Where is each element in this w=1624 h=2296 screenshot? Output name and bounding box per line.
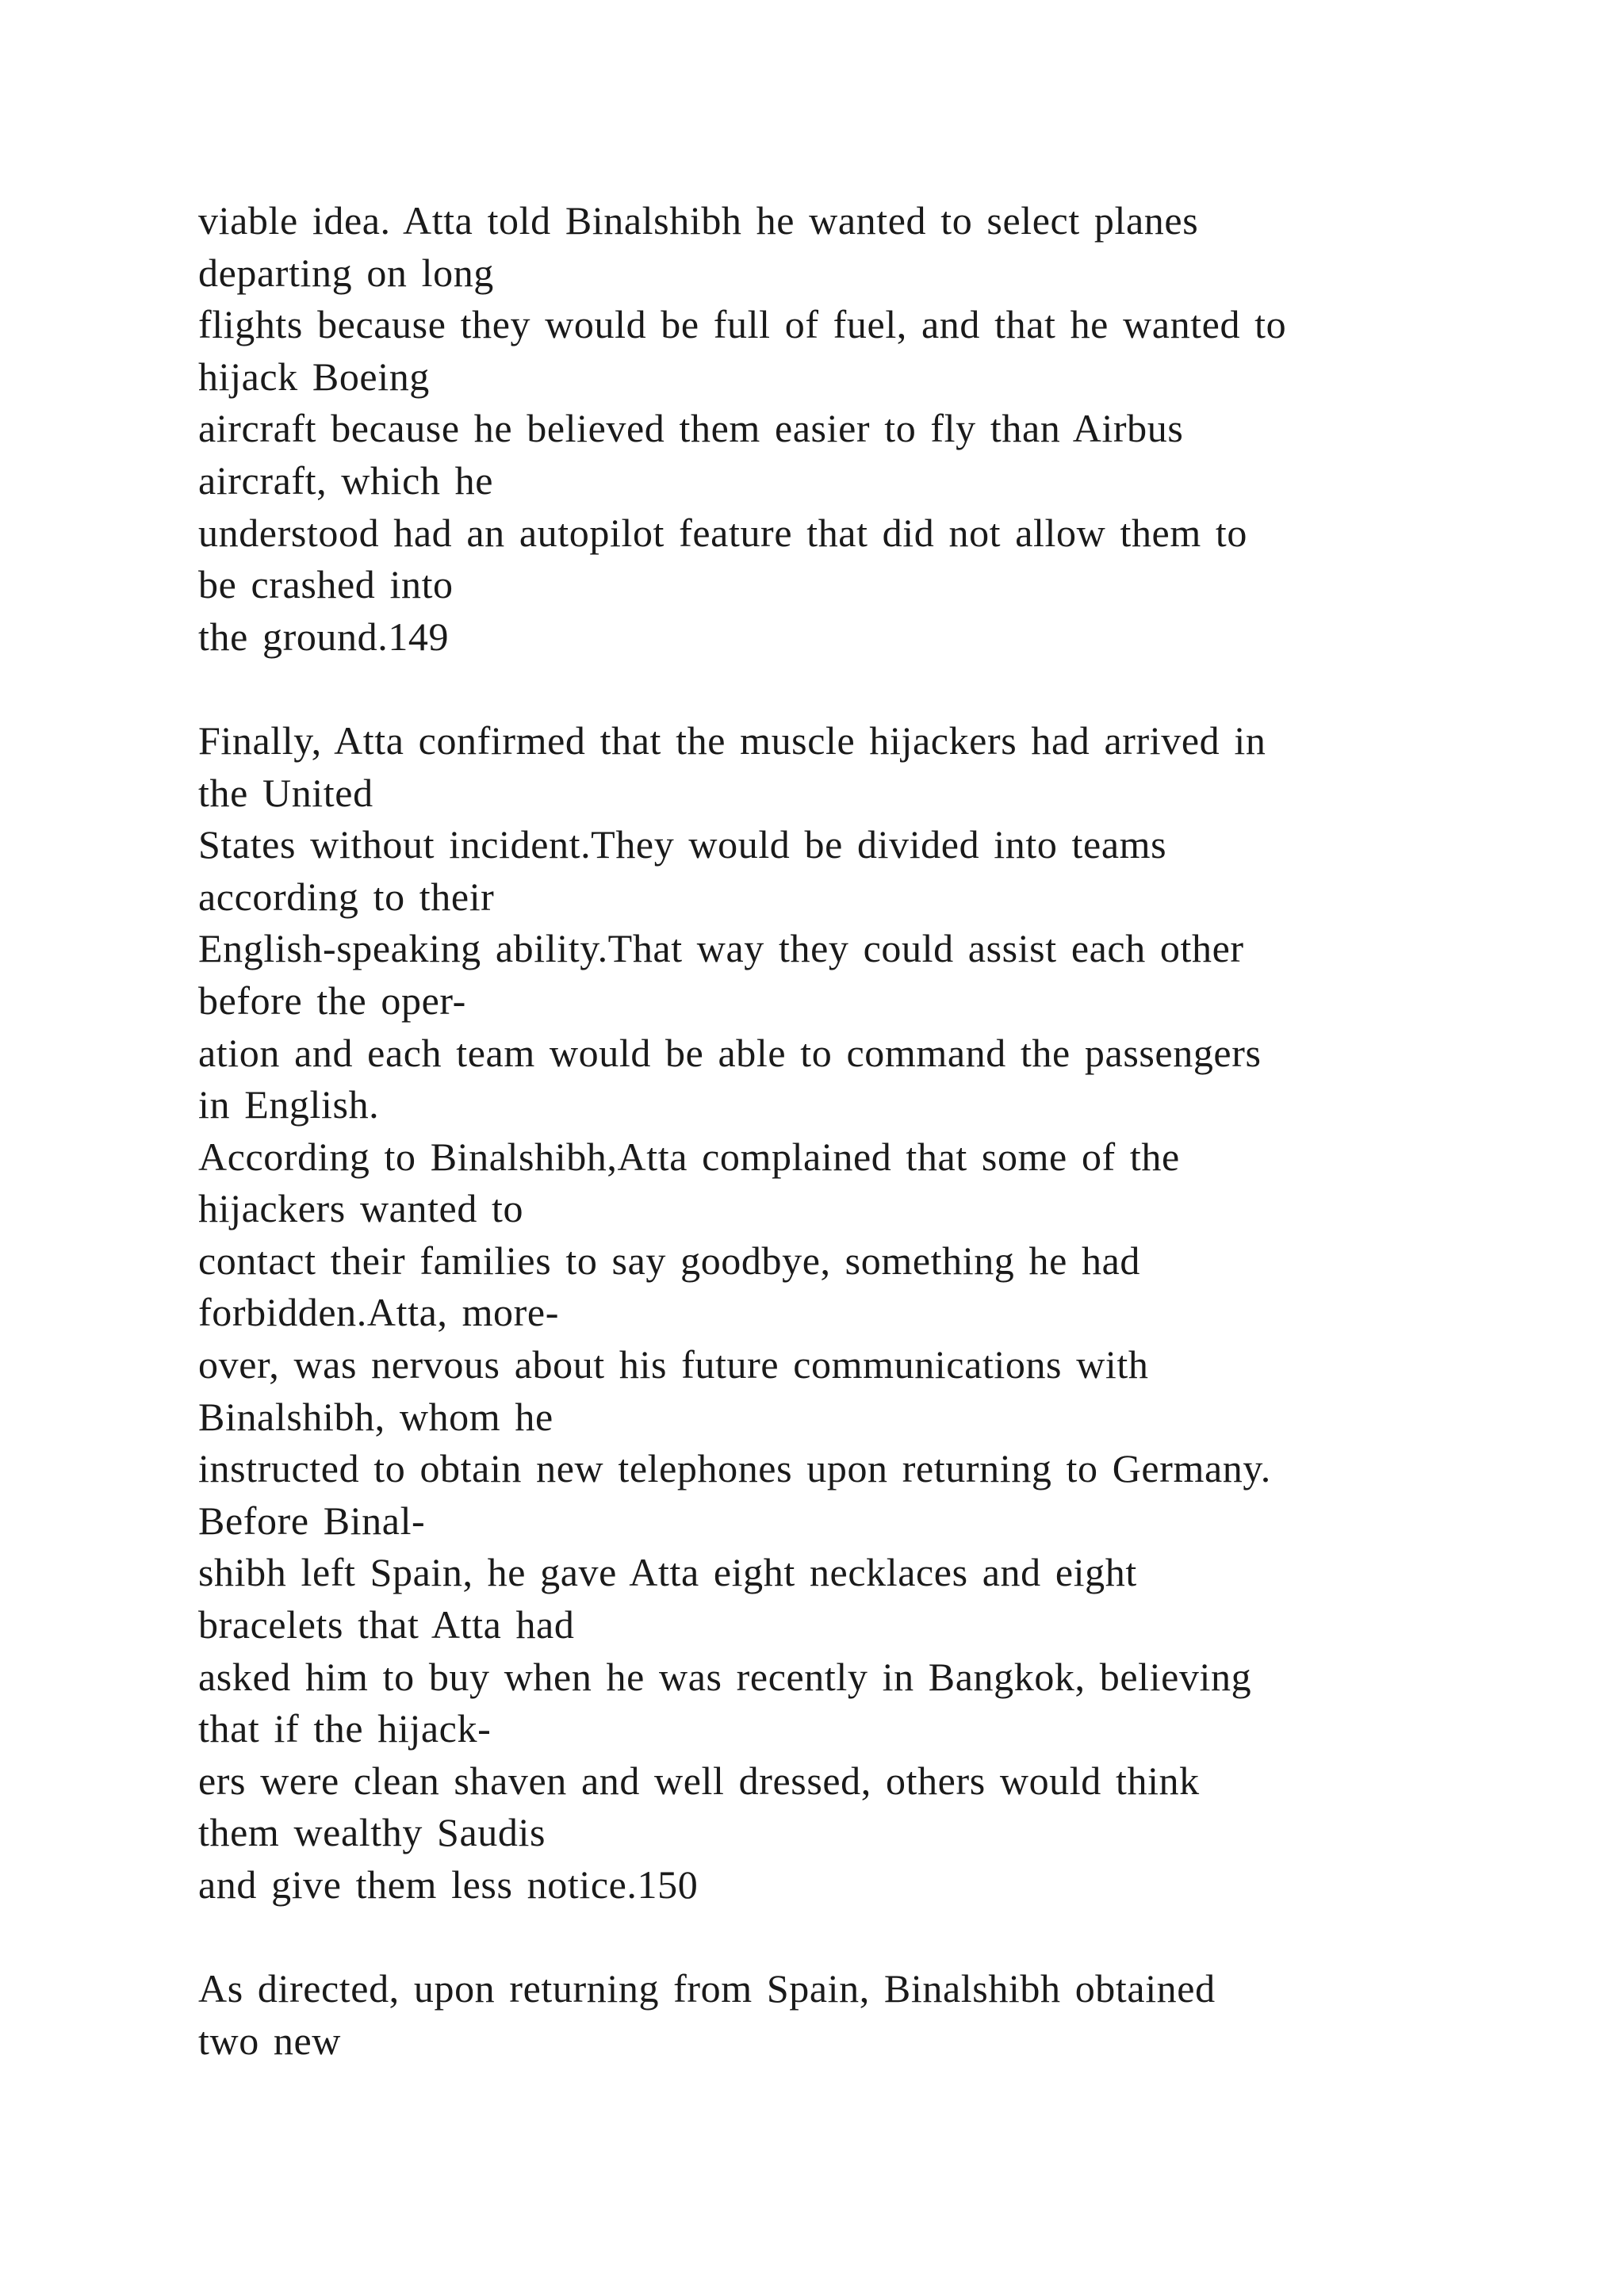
text-line: hijackers wanted to	[198, 1186, 524, 1231]
text-line: forbidden.Atta, more-	[198, 1290, 559, 1335]
text-line: instructed to obtain new telephones upon returning to Germany.	[198, 1446, 1271, 1491]
text-line: them wealthy Saudis	[198, 1810, 546, 1855]
text-line: Binalshibh, whom he	[198, 1394, 553, 1439]
text-line: and give them less notice.150	[198, 1862, 699, 1907]
text-line: shibh left Spain, he gave Atta eight necklaces and eight	[198, 1550, 1137, 1595]
text-line: aircraft because he believed them easier to fly than Airbus	[198, 406, 1184, 451]
text-line: the United	[198, 770, 373, 815]
text-line: ation and each team would be able to command the passengers	[198, 1030, 1262, 1075]
text-line: Finally, Atta confirmed that the muscle hijackers had arrived in	[198, 718, 1266, 763]
text-line: over, was nervous about his future communications with	[198, 1342, 1149, 1387]
text-line: understood had an autopilot feature that did not allow them to	[198, 510, 1248, 555]
text-line: asked him to buy when he was recently in Bangkok, believing	[198, 1654, 1252, 1699]
text-line: bracelets that Atta had	[198, 1602, 575, 1647]
text-line: two new	[198, 2018, 342, 2063]
text-line: be crashed into	[198, 562, 454, 607]
text-line: that if the hijack-	[198, 1706, 492, 1751]
text-line: English-speaking ability.That way they could assist each other	[198, 926, 1244, 971]
text-line: the ground.149	[198, 614, 450, 659]
text-line: Before Binal-	[198, 1498, 426, 1543]
body-text	[198, 195, 1546, 2067]
text-line: according to their	[198, 874, 495, 919]
text-line: As directed, upon returning from Spain, Binalshibh obtained	[198, 1966, 1216, 2011]
text-line: departing on long	[198, 250, 494, 295]
text-line: ers were clean shaven and well dressed, others would think	[198, 1758, 1200, 1803]
text-line: flights because they would be full of fuel, and that he wanted to	[198, 302, 1287, 347]
text-line: According to Binalshibh,Atta complained that some of the	[198, 1134, 1180, 1179]
text-line: in English.	[198, 1082, 380, 1127]
text-line: States without incident.They would be divided into teams	[198, 822, 1167, 867]
text-line: before the oper-	[198, 978, 466, 1023]
paragraph-gap	[198, 663, 1546, 715]
paragraph-gap	[198, 1911, 1546, 1964]
text-line: hijack Boeing	[198, 354, 430, 399]
text-line: aircraft, which he	[198, 457, 493, 503]
text-line: viable idea. Atta told Binalshibh he wanted to select planes	[198, 198, 1199, 243]
text-line: contact their families to say goodbye, something he had	[198, 1238, 1140, 1283]
